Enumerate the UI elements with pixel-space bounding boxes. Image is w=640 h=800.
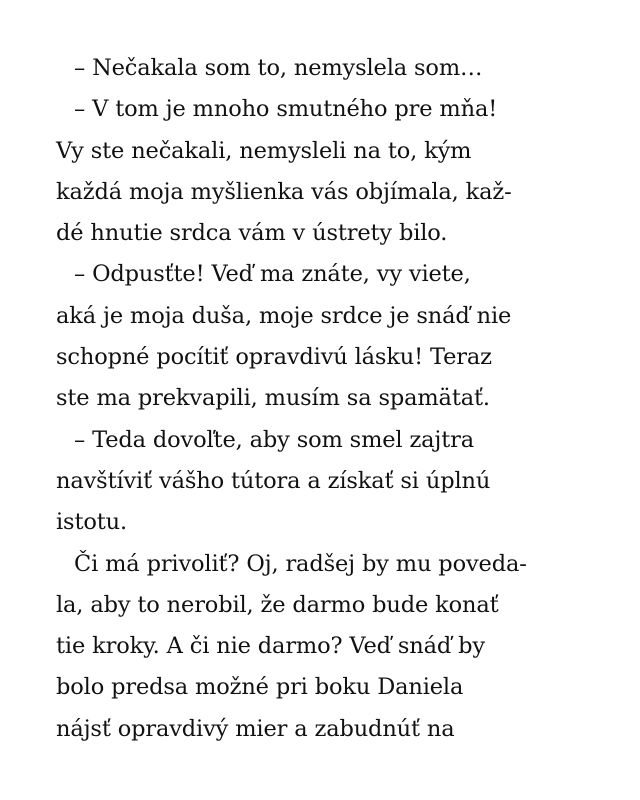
text-line: istotu. bbox=[56, 509, 127, 536]
text-line: navštíviť vášho tútora a získať si úplnú bbox=[56, 467, 491, 494]
text-line: dé hnutie srdca vám v ústrety bilo. bbox=[56, 220, 448, 247]
text-line: tie kroky. A či nie darmo? Veď snáď by bbox=[56, 633, 485, 660]
text-line: – Teda dovoľte, aby som smel zajtra bbox=[74, 426, 475, 453]
text-line: Vy ste nečakali, nemysleli na to, kým bbox=[56, 137, 472, 164]
book-page bbox=[56, 48, 596, 750]
text-line: nájsť opravdivý mier a zabudnúť na bbox=[56, 715, 455, 742]
text-line: la, aby to nerobil, že darmo bude konať bbox=[56, 591, 499, 618]
text-line: – Odpusťte! Veď ma znáte, vy viete, bbox=[74, 261, 471, 288]
text-line: – V tom je mnoho smutného pre mňa! bbox=[74, 96, 498, 123]
text-line: Či má privoliť? Oj, radšej by mu poveda- bbox=[74, 550, 527, 577]
text-line: každá moja myšlienka vás objímala, kaž- bbox=[56, 178, 512, 205]
text-line: – Nečakala som to, nemyslela som… bbox=[74, 55, 483, 81]
text-line: schopné pocítiť opravdivú lásku! Teraz bbox=[56, 344, 492, 371]
text-line: bolo predsa možné pri boku Daniela bbox=[56, 674, 464, 701]
text-line: ste ma prekvapili, musím sa spamätať. bbox=[56, 385, 490, 412]
text-line: aká je moja duša, moje srdce je snáď nie bbox=[56, 302, 512, 329]
